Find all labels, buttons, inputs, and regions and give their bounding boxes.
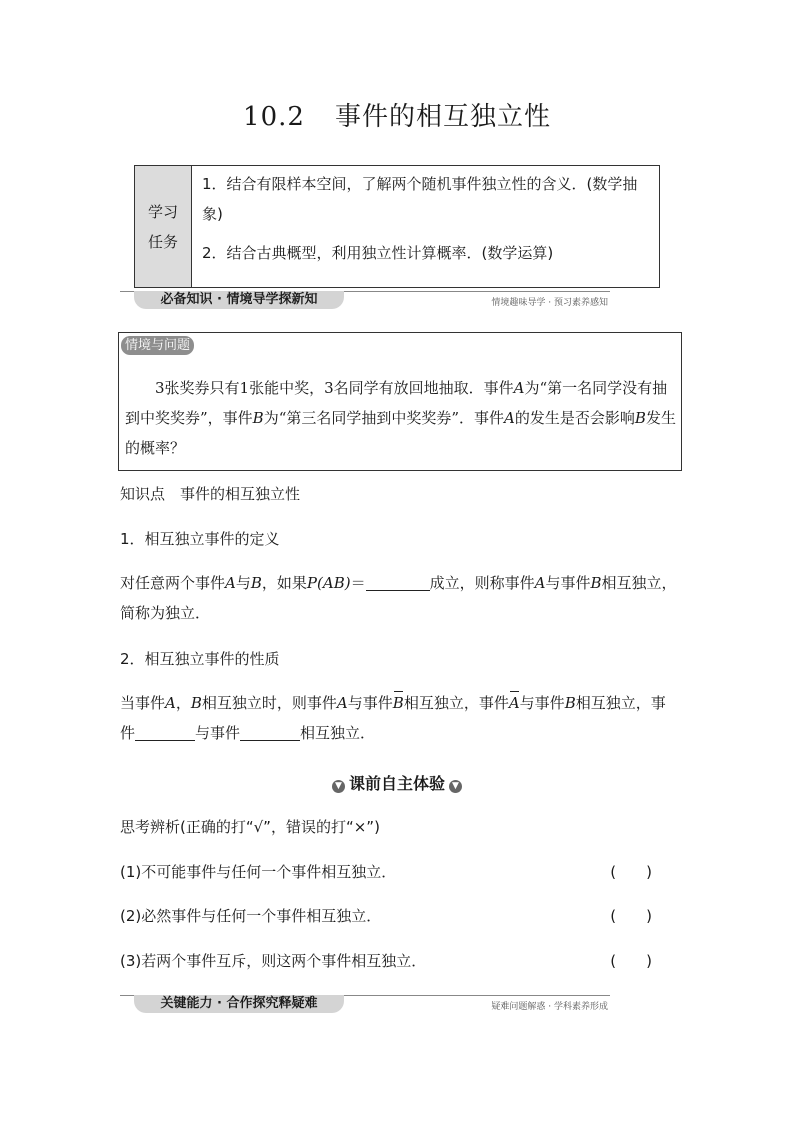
answer-blank[interactable]: ( ) [610,907,652,925]
page-title [0,96,794,133]
section-banner-essential-knowledge [120,289,610,311]
section-title [0,771,794,797]
section-banner-key-abilities [120,993,610,1015]
answer-blank[interactable]: ( ) [610,952,652,970]
definition-heading: 1．相互独立事件的定义 [120,530,280,548]
banner-subtitle: 情境趣味导学 · 预习素养感知 [491,298,608,308]
banner-label: 必备知识 · 情境导学探新知 [134,291,344,309]
task-item-2: 2．结合古典概型，利用独立性计算概率．(数学运算) [202,244,554,262]
title-text: 事件的相互独立性 [334,102,551,132]
knowledge-heading: 知识点 事件的相互独立性 [120,485,301,503]
answer-blank[interactable]: ( ) [610,863,652,881]
banner-label: 关键能力 · 合作探究释疑难 [134,995,344,1013]
formula-pab: P(AB) [306,574,351,592]
chevron-down-icon: ▼ [449,780,462,793]
exercise-item-text: (1)不可能事件与任何一个事件相互独立． [120,863,397,881]
fill-blank-3[interactable] [240,724,300,741]
exercise-instruction: 思考辨析(正确的打“√”，错误的打“×”) [120,818,380,836]
exercise-item [120,903,660,929]
learning-tasks-box [134,165,660,288]
learning-tasks-label [135,166,192,287]
section-number: 10.2 [243,102,305,132]
exercise-item [120,948,660,974]
fill-blank-2[interactable] [135,724,195,741]
section-title-text: 课前自主体验 [348,774,445,793]
task-item-1: 1．结合有限样本空间，了解两个随机事件独立性的含义．(数学抽象) [202,175,638,223]
property-heading: 2．相互独立事件的性质 [120,650,280,668]
banner-subtitle: 疑难问题解惑 · 学科素养形成 [491,1002,608,1012]
exercise-item [120,859,660,885]
task-label-line1: 学习 [147,202,178,221]
learning-tasks-body [192,166,659,287]
b-complement: B [393,688,404,718]
exercise-item-text: (2)必然事件与任何一个事件相互独立． [120,907,382,925]
chevron-down-icon: ▼ [332,780,345,793]
fill-blank-1[interactable] [366,574,430,591]
task-label-line2: 任务 [147,232,178,251]
a-complement: A [509,688,520,718]
exercise-item-text: (3)若两个事件互斥，则这两个事件相互独立． [120,952,427,970]
scenario-tag: 情境与问题 [121,336,194,355]
property-text: 当事件A，B相互独立时，则事件A与事件B相互独立，事件A与事件B相互独立，事件 与事件 相互独立． [120,688,680,748]
scenario-box [118,332,682,471]
scenario-text: 3张奖券只有1张能中奖，3名同学有放回地抽取．事件A为“第一名同学没有抽到中奖奖券”，事件B为“第三名同学抽到中奖奖券”．事件A的发生是否会影响B发生的概率？ [125,379,676,457]
definition-text: 对任意两个事件A与B，如果P(AB)＝ 成立，则称事件A与事件B相互独立，简称为独立． [120,574,677,622]
